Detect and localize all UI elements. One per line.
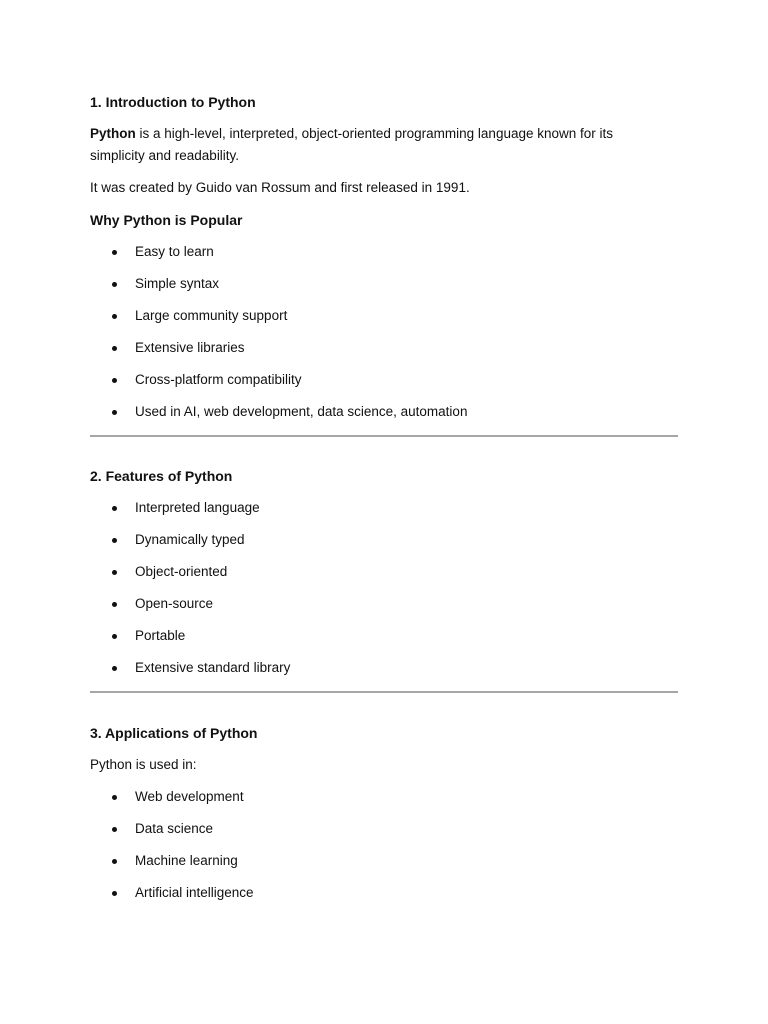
bullet-icon bbox=[112, 602, 117, 607]
list-item: Used in AI, web development, data science, automation bbox=[90, 402, 678, 422]
section-divider bbox=[90, 691, 678, 693]
intro-text: is a high-level, interpreted, object-oriented programming language known for its simplicity and readability. bbox=[90, 126, 614, 163]
list-item: Web development bbox=[90, 787, 678, 807]
section-2-heading: 2. Features of Python bbox=[90, 468, 233, 484]
bullet-icon bbox=[112, 282, 117, 287]
section-1-heading: 1. Introduction to Python bbox=[90, 94, 256, 110]
bullet-icon bbox=[112, 314, 117, 319]
bullet-icon bbox=[112, 666, 117, 671]
list-item: Portable bbox=[90, 626, 678, 646]
section-divider bbox=[90, 435, 678, 437]
bullet-icon bbox=[112, 378, 117, 383]
bullet-icon bbox=[112, 795, 117, 800]
section-3-heading: 3. Applications of Python bbox=[90, 725, 258, 741]
section-3-intro-paragraph: Python is used in: bbox=[90, 757, 197, 772]
list-item: Object-oriented bbox=[90, 562, 678, 582]
bullet-icon bbox=[112, 250, 117, 255]
python-bold-term: Python bbox=[90, 126, 136, 141]
list-item: Easy to learn bbox=[90, 242, 678, 262]
bullet-icon bbox=[112, 410, 117, 415]
list-item: Machine learning bbox=[90, 851, 678, 871]
list-item: Artificial intelligence bbox=[90, 883, 678, 903]
list-item: Large community support bbox=[90, 306, 678, 326]
list-item: Dynamically typed bbox=[90, 530, 678, 550]
bullet-icon bbox=[112, 538, 117, 543]
bullet-icon bbox=[112, 570, 117, 575]
section-1-created-paragraph: It was created by Guido van Rossum and first released in 1991. bbox=[90, 180, 470, 195]
list-item: Interpreted language bbox=[90, 498, 678, 518]
bullet-icon bbox=[112, 859, 117, 864]
bullet-icon bbox=[112, 827, 117, 832]
bullet-icon bbox=[112, 346, 117, 351]
list-item: Open-source bbox=[90, 594, 678, 614]
list-item: Simple syntax bbox=[90, 274, 678, 294]
bullet-icon bbox=[112, 634, 117, 639]
list-item: Extensive libraries bbox=[90, 338, 678, 358]
bullet-icon bbox=[112, 891, 117, 896]
bullet-icon bbox=[112, 506, 117, 511]
section-1-subheading: Why Python is Popular bbox=[90, 212, 243, 228]
list-item: Cross-platform compatibility bbox=[90, 370, 678, 390]
list-item: Extensive standard library bbox=[90, 658, 678, 678]
section-1-intro-paragraph bbox=[90, 123, 650, 167]
list-item: Data science bbox=[90, 819, 678, 839]
